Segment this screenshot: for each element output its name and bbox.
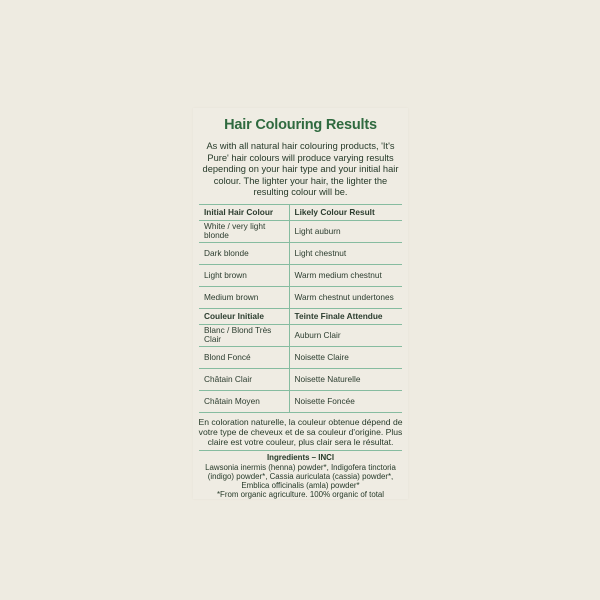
- product-info-panel: [193, 108, 408, 499]
- result-colour-cell: Noisette Foncée: [289, 390, 402, 412]
- header-teinte-finale: Teinte Finale Attendue: [289, 308, 402, 324]
- colour-results-table: [199, 204, 402, 413]
- ingredients-footnote: *From organic agriculture. 100% organic of total: [216, 490, 385, 500]
- initial-colour-cell: Blanc / Blond Très Clair: [199, 324, 289, 346]
- table-row: [199, 264, 402, 286]
- initial-colour-cell: Medium brown: [199, 286, 289, 308]
- french-note: En coloration naturelle, la couleur obtenue dépend de votre type de cheveux et de sa couleur d'origine. Plus claire est votre couleur, plus clair sera le résultat.: [198, 416, 403, 447]
- page-title: Hair Colouring Results: [224, 117, 377, 133]
- table-row: [199, 324, 402, 346]
- result-colour-cell: Light chestnut: [289, 242, 402, 264]
- result-colour-cell: Noisette Claire: [289, 346, 402, 368]
- initial-colour-cell: White / very light blonde: [199, 220, 289, 242]
- result-colour-cell: Light auburn: [289, 220, 402, 242]
- initial-colour-cell: Châtain Clair: [199, 368, 289, 390]
- header-likely-result: Likely Colour Result: [289, 204, 402, 220]
- result-colour-cell: Warm medium chestnut: [289, 264, 402, 286]
- header-initial-colour: Initial Hair Colour: [199, 204, 289, 220]
- initial-colour-cell: Châtain Moyen: [199, 390, 289, 412]
- initial-colour-cell: Light brown: [199, 264, 289, 286]
- ingredients-section: [199, 450, 402, 499]
- table-header-row-fr: [199, 308, 402, 324]
- table-row: [199, 346, 402, 368]
- initial-colour-cell: Blond Foncé: [199, 346, 289, 368]
- table-row: [199, 220, 402, 242]
- table-header-row-en: [199, 204, 402, 220]
- header-couleur-initiale: Couleur Initiale: [199, 308, 289, 324]
- result-colour-cell: Warm chestnut undertones: [289, 286, 402, 308]
- ingredients-text: Lawsonia inermis (henna) powder*, Indigofera tinctoria (indigo) powder*, Cassia auriculata (cassia) powder*, Emblica officinalis (amla) powder*: [205, 462, 396, 490]
- ingredients-title: Ingredients – INCI: [266, 453, 335, 463]
- intro-paragraph: As with all natural hair colouring products, 'It's Pure' hair colours will produce varying results depending on your hair type and your initial hair colour. The lighter your hair, the lighter the resulting colour will be.: [202, 141, 399, 198]
- initial-colour-cell: Dark blonde: [199, 242, 289, 264]
- table-row: [199, 390, 402, 412]
- table-row: [199, 286, 402, 308]
- result-colour-cell: Auburn Clair: [289, 324, 402, 346]
- table-row: [199, 242, 402, 264]
- table-row: [199, 368, 402, 390]
- result-colour-cell: Noisette Naturelle: [289, 368, 402, 390]
